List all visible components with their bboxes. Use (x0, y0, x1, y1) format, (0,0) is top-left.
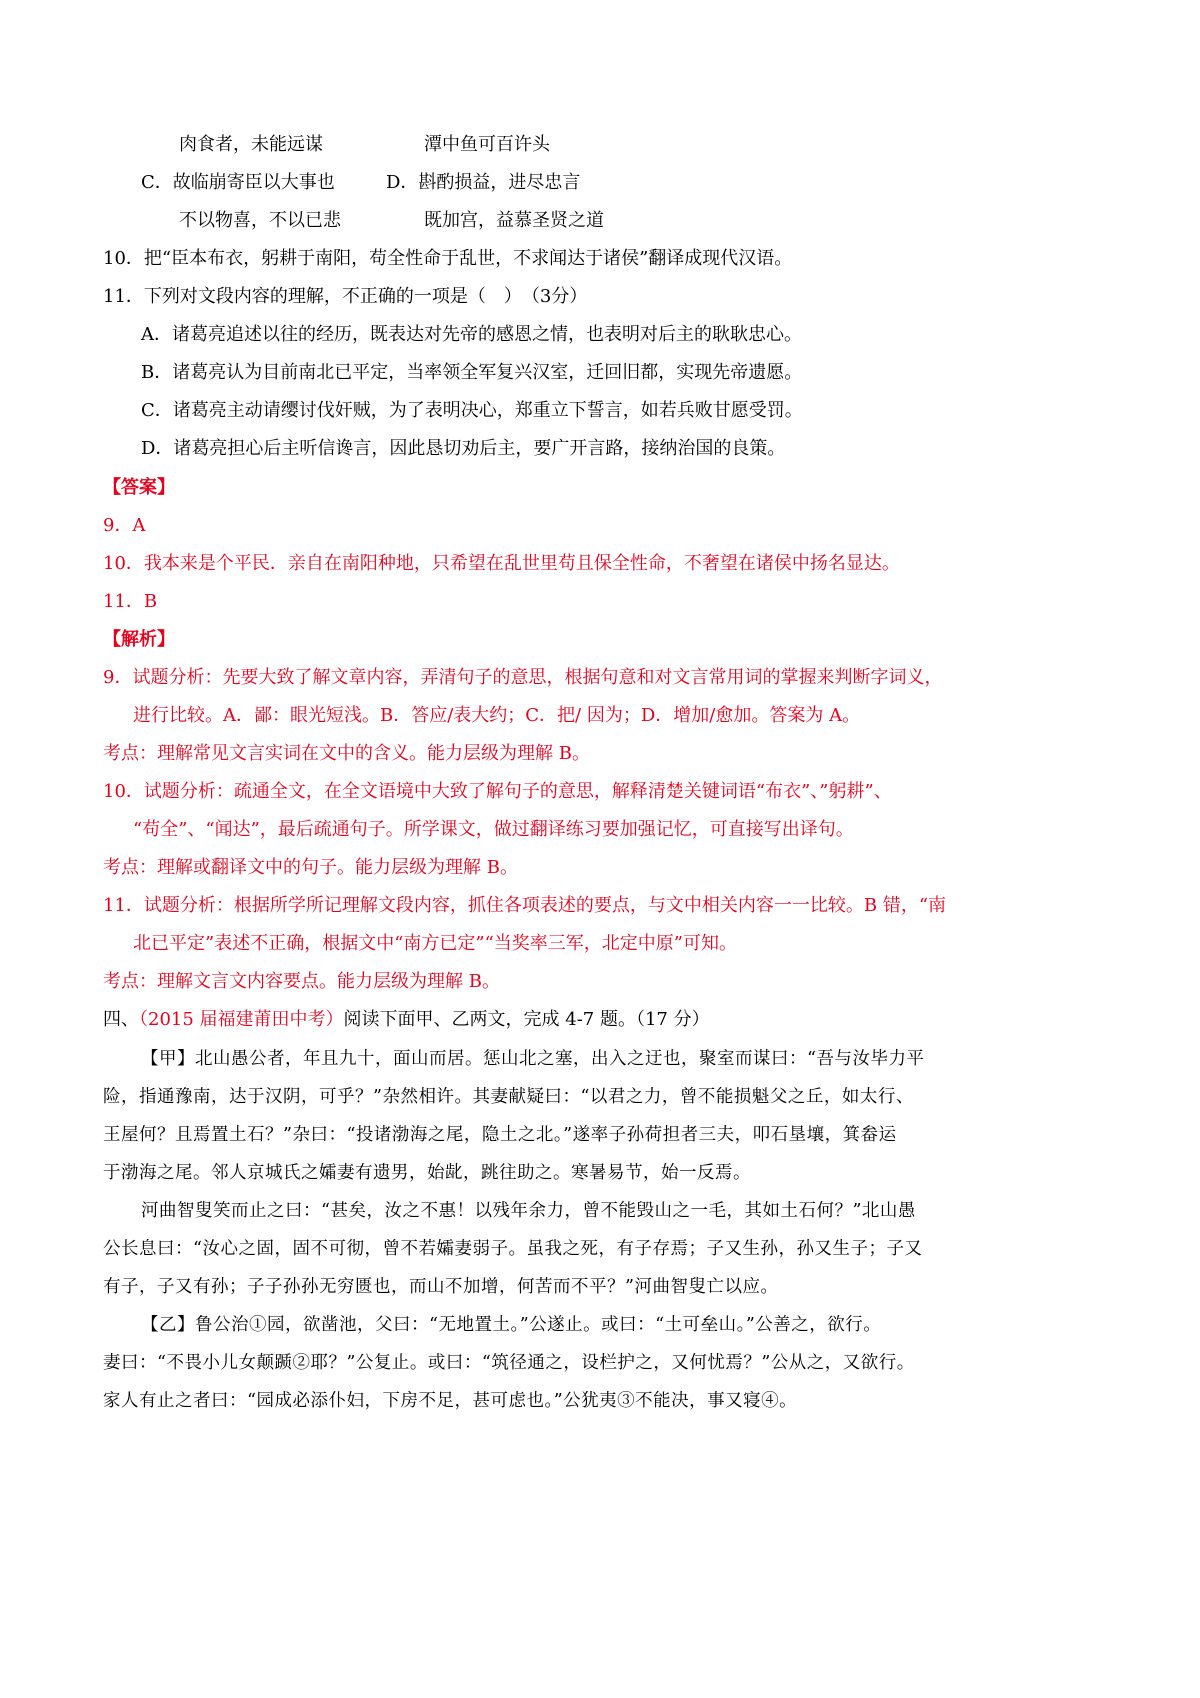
question-11-option-b: B．诸葛亮认为目前南北已平定，当率领全军复兴汉室，迁回旧都，实现先帝遗愿。 (141, 362, 803, 383)
passage-jia-line7: 有子，子又有孙；子子孙孙无穷匮也，而山不加增，何苦而不平？”河曲智叟亡以应。 (103, 1277, 779, 1297)
analysis-11-line1: 11．试题分析：根据所学所记理解文段内容，抓住各项表述的要点，与文中相关内容一一比较。B 错，“南 (103, 895, 947, 916)
analysis-10-line2: “苟全”、“闻达”，最后疏通句子。所学课文，做过翻译练习要加强记忆，可直接写出译句。 (133, 819, 854, 840)
answer-11: 11．B (103, 591, 158, 612)
analysis-10-line1: 10．试题分析：疏通全文，在全文语境中大致了解句子的意思，解释清楚关键词语“布衣”、”躬耕”、 (103, 781, 892, 802)
passage-jia-line2: 险，指通豫南，达于汉阴，可乎？”杂然相许。其妻献疑曰：“以君之力，曾不能损魁父之丘，如太行、 (103, 1087, 914, 1107)
section-4-instruction: 阅读下面甲、乙两文，完成 4-7 题。（17 分） (343, 1009, 710, 1030)
question-11-stem: 11．下列对文段内容的理解，不正确的一项是（ ） （3分） (103, 286, 588, 307)
option-d: D．斟酌损益，进尽忠言 (386, 172, 581, 193)
passage-jia-line5: 河曲智叟笑而止之曰：“甚矣，汝之不惠！以残年余力，曾不能毁山之一毛，其如土石何？”北山愚 (141, 1201, 916, 1221)
option-row3-right: 既加宫，益慕圣贤之道 (424, 210, 604, 231)
question-11-option-d: D．诸葛亮担心后主听信谗言，因此恳切劝后主，要广开言路，接纳治国的良策。 (141, 438, 786, 459)
passage-jia-line4: 于渤海之尾。邻人京城氏之孀妻有遗男，始龀，跳往助之。寒暑易节，始一反焉。 (103, 1163, 751, 1183)
analysis-11-line2: 北已平定”表述不正确，根据文中“南方已定”“当奖率三军，北定中原”可知。 (133, 933, 738, 954)
question-11-option-a: A．诸葛亮追述以往的经历，既表达对先帝的感恩之情，也表明对后主的耿耿忠心。 (141, 324, 802, 345)
analysis-9-kaodian: 考点：理解常见文言实词在文中的含义。能力层级为理解 B。 (103, 743, 590, 764)
question-10: 10．把“臣本布衣，躬耕于南阳，苟全性命于乱世，不求闻达于诸侯”翻译成现代汉语。 (103, 248, 793, 269)
analysis-10-kaodian: 考点：理解或翻译文中的句子。能力层级为理解 B。 (103, 857, 518, 878)
answer-9: 9．A (103, 515, 146, 536)
question-11-option-c: C．诸葛亮主动请缨讨伐奸贼，为了表明决心，郑重立下誓言，如若兵败甘愿受罚。 (141, 400, 803, 421)
passage-yi-line1: 【乙】鲁公治①园，欲凿池，父曰：“无地置土。”公遂止。或曰：“土可垒山。”公善之，欲行。 (141, 1315, 882, 1335)
option-row3-left: 不以物喜，不以已悲 (179, 210, 341, 231)
option-row1-left: 肉食者，未能远谋 (179, 134, 323, 155)
section-4-prefix: 四、 (103, 1009, 139, 1030)
passage-jia-line3: 王屋何？且焉置土石？”杂曰：“投诸渤海之尾，隐土之北。”遂率子孙荷担者三夫，叩石垦壤，箕畚运 (103, 1125, 897, 1145)
section-4-source: （2015 届福建莆田中考） (139, 1009, 344, 1030)
analysis-heading: 【解析】 (103, 629, 175, 650)
answer-10: 10．我本来是个平民．亲自在南阳种地，只希望在乱世里苟且保全性命，不奢望在诸侯中扬名显达。 (103, 553, 900, 574)
passage-yi-line3: 家人有止之者曰：“园成必添仆妇，下房不足，甚可虑也。”公犹夷③不能决，事又寝④。 (103, 1391, 798, 1411)
analysis-9-line1: 9．试题分析：先要大致了解文章内容，弄清句子的意思，根据句意和对文言常用词的掌握来判断字词义， (103, 667, 943, 688)
section-4-heading (103, 1008, 710, 1032)
passage-jia-line6: 公长息曰：“汝心之固，固不可彻，曾不若孀妻弱子。虽我之死，有子存焉；子又生孙，孙又生子；子又 (103, 1239, 923, 1259)
passage-jia-line1: 【甲】北山愚公者，年且九十，面山而居。惩山北之塞，出入之迂也，聚室而谋曰：“吾与汝毕力平 (141, 1049, 925, 1069)
answer-heading: 【答案】 (103, 477, 175, 498)
passage-yi-line2: 妻曰：“不畏小儿女颠踬②耶？”公复止。或曰：“筑径通之，设栏护之，又何忧焉？”公从之，又欲行。 (103, 1353, 915, 1373)
analysis-9-line2: 进行比较。A．鄙：眼光短浅。B．答应/表大约；C．把/ 因为；D．增加/愈加。答案为 A。 (133, 705, 861, 726)
option-row1-right: 潭中鱼可百许头 (424, 134, 550, 155)
option-c: C．故临崩寄臣以大事也 (141, 172, 335, 193)
analysis-11-kaodian: 考点：理解文言文内容要点。能力层级为理解 B。 (103, 971, 500, 992)
